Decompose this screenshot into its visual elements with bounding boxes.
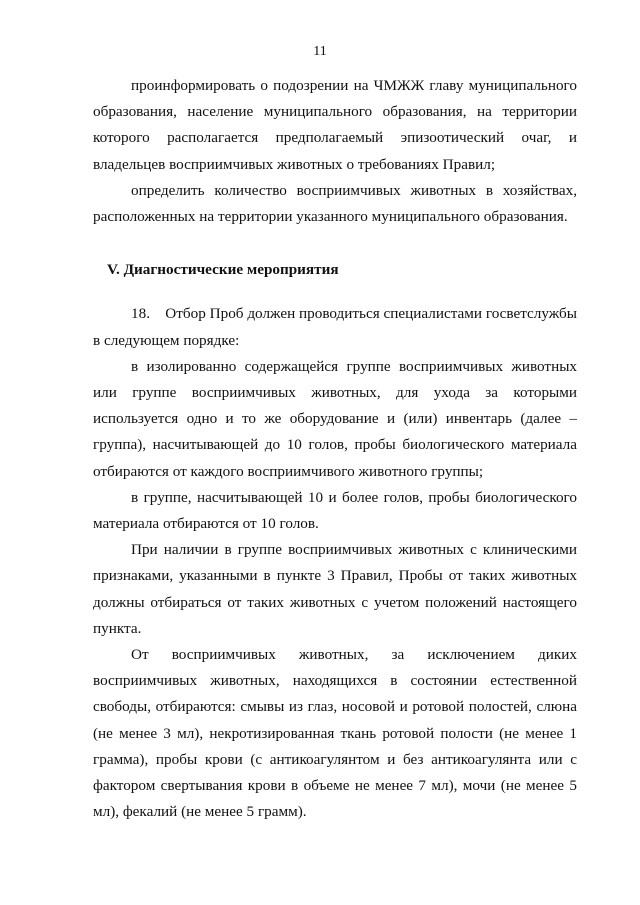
page-number: 11	[313, 44, 327, 59]
paragraph-item-18: 18. Отбор Проб должен проводиться специалистами госветслужбы в следующем порядке:	[93, 305, 577, 349]
section-heading: V. Диагностические мероприятия	[107, 261, 339, 279]
paragraph-isolated-group: в изолированно содержащейся группе восприимчивых животных или группе восприимчивых животных, для ухода за которыми используется одно и то же оборудование и (или) инвентарь (далее – группа), насчитывающей до 10 голов, пробы биологического материала отбираются от каждого восприимчивого животного группы;	[93, 357, 577, 480]
paragraph-group-10-plus: в группе, насчитывающей 10 и более голов, пробы биологического материала отбираются от 10 голов.	[93, 488, 577, 533]
document-body	[93, 73, 577, 825]
paragraph-determine: определить количество восприимчивых животных в хозяйствах, расположенных на территории указанного муниципального образования.	[93, 181, 577, 226]
paragraph-samples-list: От восприимчивых животных, за исключением диких восприимчивых животных, находящихся в состоянии естественной свободы, отбираются: смывы из глаз, носовой и ротовой полостей, слюна (не менее 3 мл), некротизированная ткань ротовой полости (не менее 1 грамма), пробы крови (с антикоагулянтом и без антикоагулянта или с фактором свертывания крови в объеме не менее 7 мл), мочи (не менее 5 мл), фекалий (не менее 5 грамм).	[93, 646, 577, 821]
paragraph-clinical-signs: При наличии в группе восприимчивых животных с клиническими признаками, указанными в пункте 3 Правил, Пробы от таких животных должны отбираться от таких животных с учетом положений настоящего пункта.	[93, 541, 577, 637]
spacer	[93, 230, 577, 257]
spacer	[93, 283, 577, 301]
paragraph-notify: проинформировать о подозрении на ЧМЖЖ главу муниципального образования, население муниципального образования, на территории которого располагается предполагаемый эпизоотический очаг, и владельцев восприимчивых животных о требованиях Правил;	[93, 77, 577, 173]
